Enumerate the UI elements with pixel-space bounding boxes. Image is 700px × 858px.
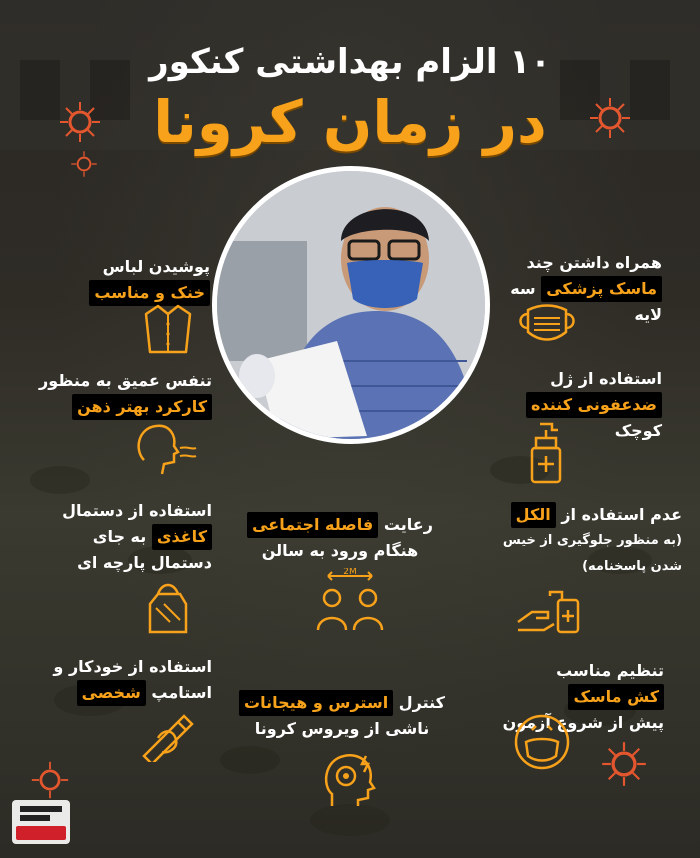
item-pen-line1: استفاده از خودکار و: [53, 657, 212, 676]
item-breath-highlight: کارکرد بهتر ذهن: [72, 394, 212, 420]
title-line-2: در زمان کرونا: [153, 88, 547, 156]
item-breath-line1: تنفس عمیق به منظور: [39, 371, 212, 390]
item-distance-line1: رعایت: [383, 515, 433, 534]
item-stress: [232, 690, 452, 742]
mask-strap-icon: [512, 712, 572, 772]
item-pen: [30, 654, 212, 706]
item-alcohol-line1: عدم استفاده از: [561, 505, 682, 524]
tissue-hand-icon: [140, 574, 196, 636]
sanitizer-dispenser-icon: [514, 582, 584, 634]
distance-badge: 2M: [343, 568, 357, 577]
item-clothes-highlight: خنک و مناسب: [89, 280, 210, 306]
item-gel-highlight: ضدعفونی کننده: [526, 392, 662, 418]
virus-icon: [588, 96, 632, 140]
item-tissue-line2: به جای: [92, 527, 147, 546]
item-clothes-line1: پوشیدن لباس: [102, 257, 210, 276]
student-photo: [212, 166, 490, 444]
item-stress-line2: ناشی از ویروس کرونا: [254, 719, 430, 738]
item-tissue-highlight: کاغذی: [152, 524, 212, 550]
item-stress-line1: کنترل: [398, 693, 445, 712]
item-elastic-line1: تنظیم مناسب: [556, 661, 664, 680]
virus-icon: [600, 740, 648, 788]
shirt-icon: [140, 300, 196, 356]
mask-icon: [514, 300, 580, 346]
item-elastic-highlight: کش ماسک: [568, 684, 664, 710]
item-gel-line1: استفاده از ژل: [550, 369, 662, 388]
item-gel-line2: کوچک: [614, 421, 662, 440]
item-distance-highlight: فاصله اجتماعی: [247, 512, 378, 538]
item-masks-highlight: ماسک پزشکی: [541, 276, 662, 302]
item-distance: [230, 512, 450, 564]
item-alcohol-line2: (به منظور جلوگیری از خیس: [502, 533, 682, 548]
item-tissue-line3: دستمال پارچه ای: [77, 553, 212, 572]
item-pen-highlight: شخصی: [77, 680, 146, 706]
item-pen-line2: استامپ: [151, 683, 212, 702]
stressed-head-icon: [318, 748, 380, 810]
pen-hand-icon: [138, 708, 198, 762]
breathing-face-icon: [130, 420, 200, 478]
item-tissue-line1: استفاده از دستمال: [62, 501, 212, 520]
student-illustration: [217, 171, 485, 439]
item-tissue: [40, 498, 212, 576]
virus-icon: [70, 150, 98, 178]
item-distance-line2: هنگام ورود به سالن: [261, 541, 419, 560]
item-gel: [492, 366, 662, 444]
item-breath: [20, 368, 212, 420]
brand-logo: [12, 800, 70, 844]
virus-icon: [58, 100, 102, 144]
item-masks-line2: سه لایه: [510, 279, 662, 324]
social-distance-icon: [314, 568, 386, 632]
item-elastic-line2: پیش از شروع آزمون: [502, 713, 664, 732]
sanitizer-bottle-icon: [526, 422, 566, 484]
item-stress-highlight: استرس و هیجانات: [239, 690, 393, 716]
virus-icon: [30, 760, 70, 800]
item-clothes: [60, 254, 210, 306]
item-masks-line1: همراه داشتن چند: [526, 253, 662, 272]
title-line-1: ۱۰ الزام بهداشتی کنکور: [149, 42, 551, 82]
item-alcohol: [496, 502, 682, 580]
item-alcohol-highlight: الکل: [511, 502, 556, 528]
item-alcohol-line3: شدن پاسخنامه): [582, 559, 682, 574]
